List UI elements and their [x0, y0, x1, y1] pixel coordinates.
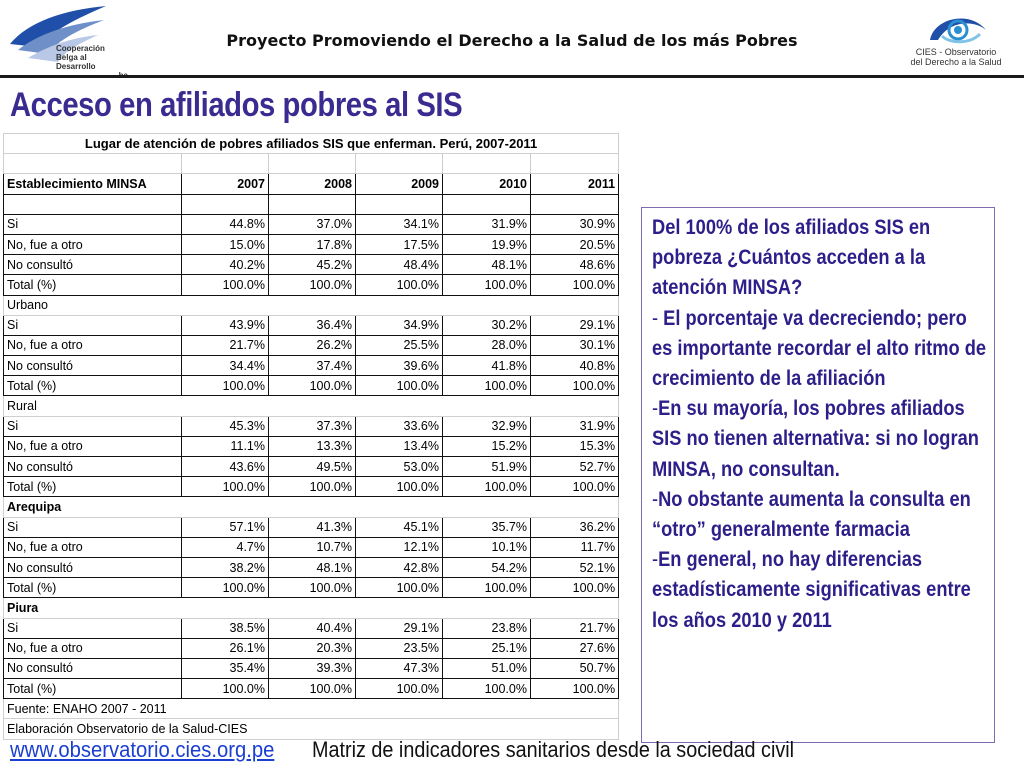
value-cell: 100.0% [356, 275, 443, 295]
empty-cell [182, 194, 269, 214]
value-cell: 4.7% [182, 537, 269, 557]
table-row [4, 557, 619, 577]
value-cell: 20.5% [531, 234, 619, 254]
commentary-line: No obstante aumenta la consulta en “otro” generalmente farmacia [652, 487, 971, 542]
table-row [4, 356, 619, 376]
empty-cell [269, 194, 356, 214]
value-cell: 39.3% [269, 658, 356, 678]
value-cell: 100.0% [531, 578, 619, 598]
row-label: No, fue a otro [4, 234, 182, 254]
value-cell: 21.7% [182, 335, 269, 355]
column-header: 2008 [269, 174, 356, 194]
row-label: Total (%) [4, 376, 182, 396]
value-cell: 27.6% [531, 638, 619, 658]
table-title-row [4, 134, 619, 154]
column-header: 2011 [531, 174, 619, 194]
row-label: No consultó [4, 457, 182, 477]
value-cell: 19.9% [443, 234, 531, 254]
value-cell: 100.0% [182, 578, 269, 598]
row-label: No, fue a otro [4, 335, 182, 355]
header-title: Proyecto Promoviendo el Derecho a la Salud de los más Pobres [226, 31, 798, 50]
value-cell: 26.2% [269, 335, 356, 355]
table-row [4, 457, 619, 477]
commentary-line: En general, no hay diferencias estadísticamente significativas entre los años 2010 y 2011 [652, 548, 971, 632]
row-label: Si [4, 517, 182, 537]
value-cell: 51.0% [443, 658, 531, 678]
value-cell: 10.1% [443, 537, 531, 557]
value-cell: 37.0% [269, 214, 356, 234]
table-row [4, 658, 619, 678]
value-cell: 40.4% [269, 618, 356, 638]
section-label-row [4, 396, 619, 416]
row-label: No consultó [4, 356, 182, 376]
bullet-dash: - [652, 487, 659, 511]
value-cell: 41.8% [443, 356, 531, 376]
value-cell: 100.0% [269, 275, 356, 295]
cies-logo-icon [900, 10, 1012, 46]
value-cell: 48.1% [269, 557, 356, 577]
table-row [4, 638, 619, 658]
value-cell: 45.2% [269, 255, 356, 275]
value-cell: 57.1% [182, 517, 269, 537]
value-cell: 23.8% [443, 618, 531, 638]
table-row [4, 477, 619, 497]
value-cell: 17.5% [356, 234, 443, 254]
value-cell: 100.0% [182, 679, 269, 699]
footer-tagline: Matriz de indicadores sanitarios desde la sociedad civil [312, 737, 795, 762]
commentary-line: En su mayoría, los pobres afiliados SIS no tienen alternativa: si no logran MINSA, no consultan. [652, 397, 979, 481]
value-cell: 13.3% [269, 436, 356, 456]
value-cell: 44.8% [182, 214, 269, 234]
row-label: Si [4, 214, 182, 234]
data-table-container [3, 133, 618, 740]
value-cell: 100.0% [269, 477, 356, 497]
value-cell: 100.0% [443, 275, 531, 295]
value-cell: 35.4% [182, 658, 269, 678]
row-label: Total (%) [4, 477, 182, 497]
value-cell: 26.1% [182, 638, 269, 658]
empty-cell [356, 194, 443, 214]
table-row [4, 234, 619, 254]
value-cell: 30.9% [531, 214, 619, 234]
value-cell: 10.7% [269, 537, 356, 557]
empty-cell [356, 154, 443, 174]
value-cell: 48.4% [356, 255, 443, 275]
value-cell: 100.0% [356, 578, 443, 598]
value-cell: 34.1% [356, 214, 443, 234]
value-cell: 47.3% [356, 658, 443, 678]
value-cell: 50.7% [531, 658, 619, 678]
data-table [3, 133, 619, 740]
column-header: 2007 [182, 174, 269, 194]
bullet-dash: - [652, 397, 659, 421]
footer-url-link[interactable]: www.observatorio.cies.org.pe [10, 737, 275, 762]
row-label: No consultó [4, 255, 182, 275]
value-cell: 31.9% [531, 416, 619, 436]
table-row [4, 315, 619, 335]
value-cell: 15.2% [443, 436, 531, 456]
section-label: Urbano [4, 295, 619, 315]
table-row [4, 578, 619, 598]
table-credit: Elaboración Observatorio de la Salud-CIES [4, 719, 619, 739]
empty-cell [531, 154, 619, 174]
value-cell: 37.3% [269, 416, 356, 436]
value-cell: 100.0% [269, 679, 356, 699]
row-label: No, fue a otro [4, 436, 182, 456]
value-cell: 48.1% [443, 255, 531, 275]
table-row [4, 376, 619, 396]
table-row [4, 255, 619, 275]
value-cell: 29.1% [531, 315, 619, 335]
value-cell: 43.9% [182, 315, 269, 335]
value-cell: 53.0% [356, 457, 443, 477]
value-cell: 35.7% [443, 517, 531, 537]
empty-cell [531, 194, 619, 214]
bullet-dash: - [652, 306, 664, 330]
row-label: Total (%) [4, 679, 182, 699]
table-row [4, 416, 619, 436]
value-cell: 49.5% [269, 457, 356, 477]
value-cell: 100.0% [182, 275, 269, 295]
value-cell: 52.1% [531, 557, 619, 577]
value-cell: 52.7% [531, 457, 619, 477]
empty-cell [443, 194, 531, 214]
value-cell: 25.1% [443, 638, 531, 658]
row-label: Total (%) [4, 578, 182, 598]
value-cell: 32.9% [443, 416, 531, 436]
value-cell: 12.1% [356, 537, 443, 557]
table-row [4, 275, 619, 295]
value-cell: 48.6% [531, 255, 619, 275]
empty-cell [4, 194, 182, 214]
value-cell: 31.9% [443, 214, 531, 234]
value-cell: 17.8% [269, 234, 356, 254]
value-cell: 100.0% [443, 679, 531, 699]
value-cell: 15.0% [182, 234, 269, 254]
table-title: Lugar de atención de pobres afiliados SIS que enferman. Perú, 2007-2011 [4, 134, 619, 154]
value-cell: 38.5% [182, 618, 269, 638]
value-cell: 13.4% [356, 436, 443, 456]
value-cell: 100.0% [356, 477, 443, 497]
value-cell: 11.7% [531, 537, 619, 557]
value-cell: 34.4% [182, 356, 269, 376]
value-cell: 40.2% [182, 255, 269, 275]
table-spacer-row [4, 194, 619, 214]
table-row [4, 335, 619, 355]
value-cell: 100.0% [531, 679, 619, 699]
empty-cell [182, 154, 269, 174]
cies-line-2: del Derecho a la Salud [910, 57, 1002, 67]
belga-line-1: Cooperación [56, 44, 105, 53]
commentary-line: El porcentaje va decreciendo; pero es importante recordar el alto ritmo de crecimiento de la afiliación [652, 306, 987, 391]
value-cell: 20.3% [269, 638, 356, 658]
value-cell: 38.2% [182, 557, 269, 577]
row-label: No, fue a otro [4, 638, 182, 658]
table-row [4, 517, 619, 537]
value-cell: 100.0% [269, 578, 356, 598]
row-label: Si [4, 315, 182, 335]
row-label: Si [4, 618, 182, 638]
table-row [4, 214, 619, 234]
table-header-row [4, 174, 619, 194]
column-header: 2010 [443, 174, 531, 194]
value-cell: 100.0% [356, 376, 443, 396]
value-cell: 100.0% [356, 679, 443, 699]
header-divider [0, 75, 1024, 78]
empty-cell [269, 154, 356, 174]
value-cell: 11.1% [182, 436, 269, 456]
value-cell: 42.8% [356, 557, 443, 577]
value-cell: 23.5% [356, 638, 443, 658]
value-cell: 54.2% [443, 557, 531, 577]
value-cell: 45.3% [182, 416, 269, 436]
table-row [4, 679, 619, 699]
commentary-text [652, 213, 991, 636]
section-label: Rural [4, 396, 619, 416]
section-label: Piura [4, 598, 619, 618]
value-cell: 41.3% [269, 517, 356, 537]
table-source: Fuente: ENAHO 2007 - 2011 [4, 699, 619, 719]
section-label-row [4, 598, 619, 618]
table-spacer-row [4, 154, 619, 174]
value-cell: 100.0% [443, 578, 531, 598]
value-cell: 30.2% [443, 315, 531, 335]
value-cell: 100.0% [182, 376, 269, 396]
value-cell: 37.4% [269, 356, 356, 376]
value-cell: 33.6% [356, 416, 443, 436]
empty-cell [443, 154, 531, 174]
row-label: No, fue a otro [4, 537, 182, 557]
value-cell: 36.4% [269, 315, 356, 335]
belga-line-2: Belga al Desarrollo [56, 53, 96, 71]
value-cell: 40.8% [531, 356, 619, 376]
value-cell: 28.0% [443, 335, 531, 355]
section-label-row [4, 497, 619, 517]
value-cell: 30.1% [531, 335, 619, 355]
page-title: Acceso en afiliados pobres al SIS [10, 86, 463, 124]
value-cell: 34.9% [356, 315, 443, 335]
value-cell: 15.3% [531, 436, 619, 456]
value-cell: 29.1% [356, 618, 443, 638]
value-cell: 39.6% [356, 356, 443, 376]
value-cell: 100.0% [443, 477, 531, 497]
bullet-dash: - [652, 548, 659, 572]
column-header: 2009 [356, 174, 443, 194]
value-cell: 100.0% [443, 376, 531, 396]
commentary-line: Del 100% de los afiliados SIS en pobreza ¿Cuántos acceden a la atención MINSA? [652, 216, 931, 300]
commentary-box [641, 207, 995, 743]
value-cell: 45.1% [356, 517, 443, 537]
cies-line-1: CIES - Observatorio [915, 47, 997, 57]
empty-cell [4, 154, 182, 174]
row-label: No consultó [4, 557, 182, 577]
value-cell: 100.0% [269, 376, 356, 396]
value-cell: 100.0% [531, 275, 619, 295]
column-header: Establecimiento MINSA [4, 174, 182, 194]
table-row [4, 436, 619, 456]
value-cell: 21.7% [531, 618, 619, 638]
value-cell: 100.0% [531, 376, 619, 396]
value-cell: 100.0% [182, 477, 269, 497]
section-label: Arequipa [4, 497, 619, 517]
table-source-row [4, 699, 619, 719]
cies-logo-text [900, 47, 1012, 67]
row-label: Total (%) [4, 275, 182, 295]
value-cell: 51.9% [443, 457, 531, 477]
value-cell: 43.6% [182, 457, 269, 477]
table-row [4, 537, 619, 557]
row-label: Si [4, 416, 182, 436]
value-cell: 25.5% [356, 335, 443, 355]
section-label-row [4, 295, 619, 315]
value-cell: 100.0% [531, 477, 619, 497]
value-cell: 36.2% [531, 517, 619, 537]
table-row [4, 618, 619, 638]
row-label: No consultó [4, 658, 182, 678]
